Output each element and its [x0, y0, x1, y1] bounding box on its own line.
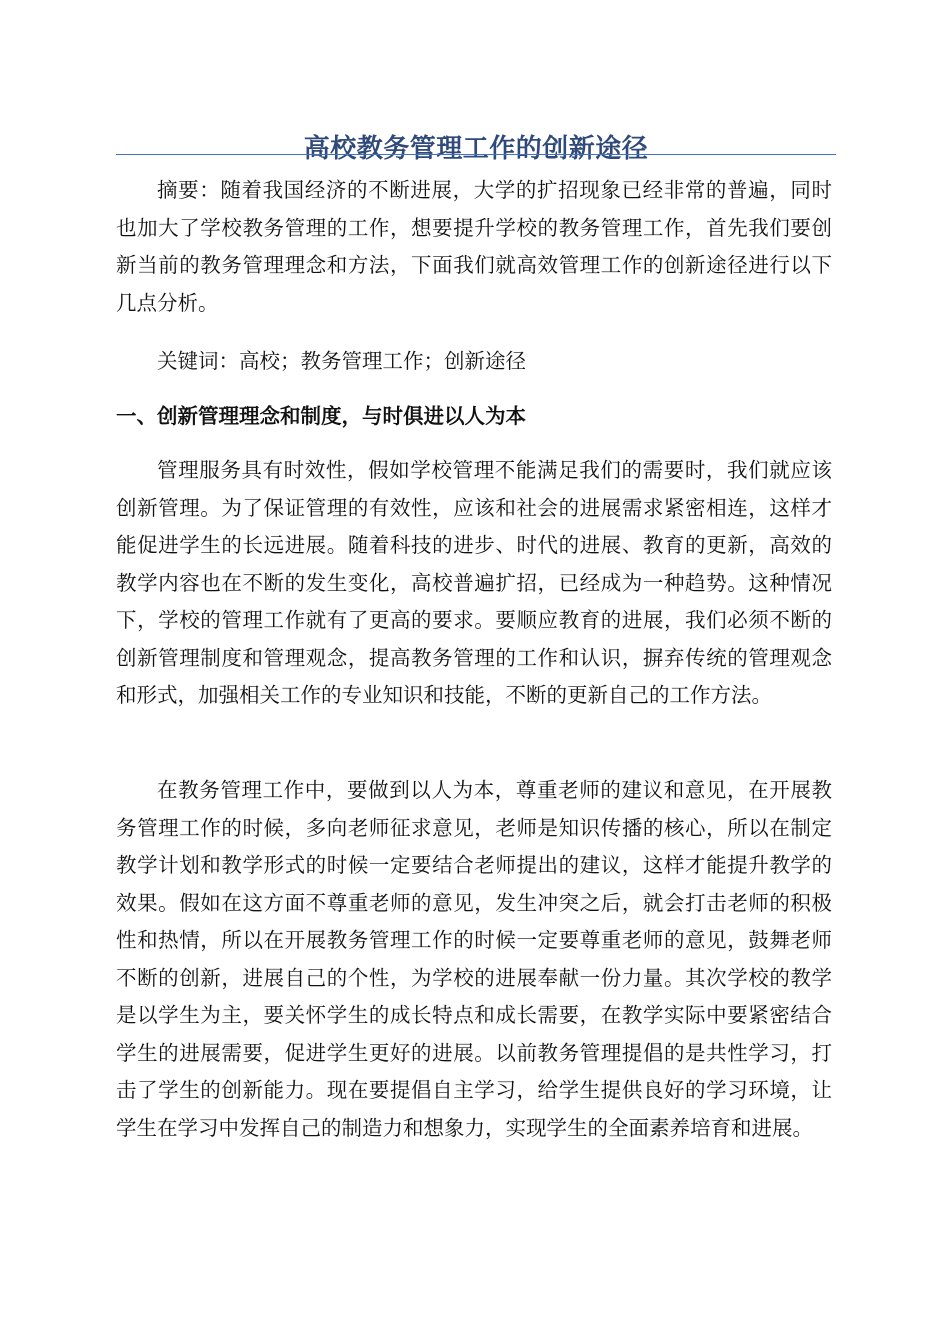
abstract-paragraph: 摘要：随着我国经济的不断进展，大学的扩招现象已经非常的普遍，同时也加大了学校教务管理的工作，想要提升学校的教务管理工作，首先我们要创新当前的教务管理理念和方法，下面我们就高效管理工作的创新途径进行以下几点分析。 [116, 178, 832, 315]
title-underline [116, 154, 836, 155]
section-heading: 一、创新管理理念和制度，与时俱进以人为本 [116, 404, 526, 428]
keywords-paragraph: 关键词：高校；教务管理工作；创新途径 [157, 349, 526, 373]
body-paragraph: 在教务管理工作中，要做到以人为本，尊重老师的建议和意见，在开展教务管理工作的时候，多向老师征求意见，老师是知识传播的核心，所以在制定教学计划和教学形式的时候一定要结合老师提出的建议，这样才能提升教学的效果。假如在这方面不尊重老师的意见，发生冲突之后，就会打击老师的积极性和热情，所以在开展教务管理工作的时候一定要尊重老师的意见，鼓舞老师不断的创新，进展自己的个性，为学校的进展奉献一份力量。其次学校的教学是以学生为主，要关怀学生的成长特点和成长需要，在教学实际中要紧密结合学生的进展需要，促进学生更好的进展。以前教务管理提倡的是共性学习，打击了学生的创新能力。现在要提倡自主学习，给学生提供良好的学习环境，让学生在学习中发挥自己的制造力和想象力，实现学生的全面素养培育和进展。 [116, 778, 832, 1140]
body-paragraph: 管理服务具有时效性，假如学校管理不能满足我们的需要时，我们就应该创新管理。为了保证管理的有效性，应该和社会的进展需求紧密相连，这样才能促进学生的长远进展。随着科技的进步、时代的进展、教育的更新，高效的教学内容也在不断的发生变化，高校普遍扩招，已经成为一种趋势。这种情况下，学校的管理工作就有了更高的要求。要顺应教育的进展，我们必须不断的创新管理制度和管理观念，提高教务管理的工作和认识，摒弃传统的管理观念和形式，加强相关工作的专业知识和技能，不断的更新自己的工作方法。 [116, 458, 832, 707]
document-title: 高校教务管理工作的创新途径 [303, 134, 649, 165]
